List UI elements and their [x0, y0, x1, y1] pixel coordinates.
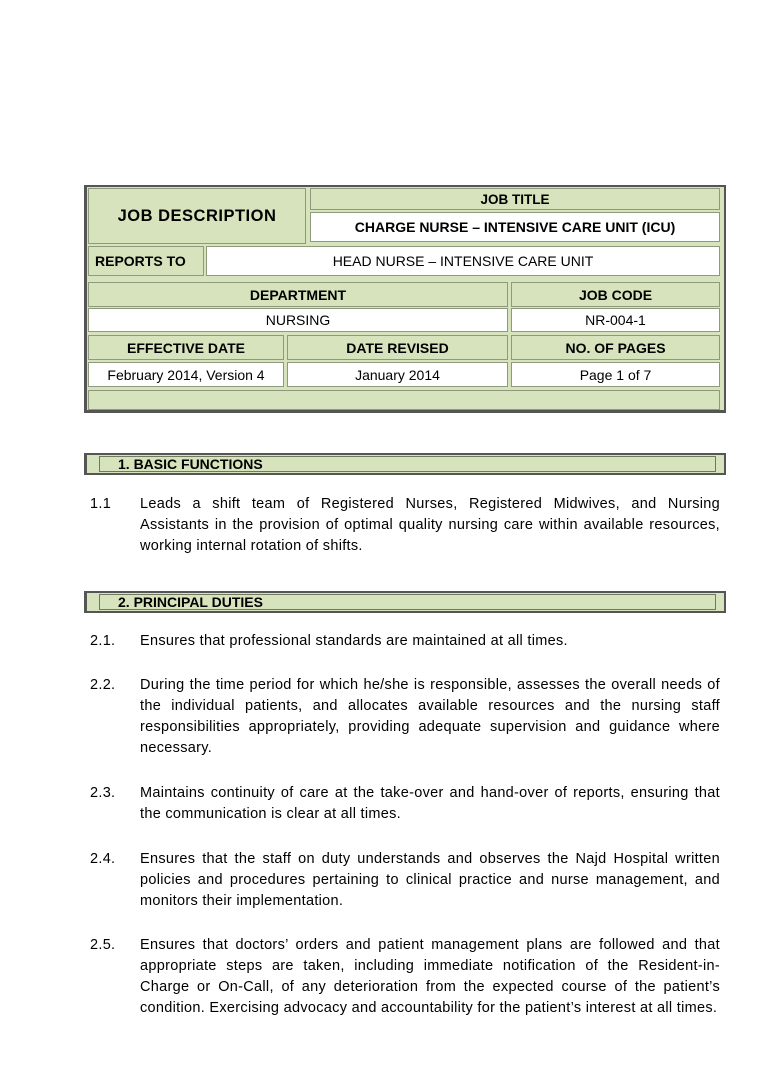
section-principal-duties-header	[84, 591, 726, 613]
list-item	[90, 935, 720, 1043]
item-number: 2.3.	[90, 785, 116, 801]
section-basic-functions-header	[84, 453, 726, 475]
item-number: 2.2.	[90, 677, 116, 693]
job-title-value: CHARGE NURSE – INTENSIVE CARE UNIT (ICU)	[310, 212, 720, 242]
date-revised-value: January 2014	[287, 362, 508, 387]
section-title: 1. BASIC FUNCTIONS	[99, 456, 716, 472]
item-text: Ensures that the staff on duty understands and observes the Najd Hospital written policies and procedures pertaining to clinical practice and nurse management, and monitors their implementation.	[140, 851, 720, 909]
job-code-label: JOB CODE	[511, 282, 720, 307]
effective-date-value: February 2014, Version 4	[88, 362, 284, 387]
item-text: Maintains continuity of care at the take-over and hand-over of reports, ensuring that the communication is clear at all times.	[140, 785, 720, 822]
item-number: 1.1	[90, 496, 112, 512]
item-number: 2.1.	[90, 633, 116, 649]
item-number: 2.5.	[90, 937, 116, 953]
header-empty-row	[88, 390, 720, 410]
job-title-label: JOB TITLE	[310, 188, 720, 210]
job-code-value: NR-004-1	[511, 308, 720, 332]
pages-label: NO. OF PAGES	[511, 335, 720, 360]
item-text: Leads a shift team of Registered Nurses, Registered Midwives, and Nursing Assistants in the provision of optimal quality nursing care within available resources, working internal rotation of shifts.	[140, 496, 720, 554]
date-revised-label: DATE REVISED	[287, 335, 508, 360]
item-text: During the time period for which he/she is responsible, assesses the overall needs of the individual patients, and allocates available resources and the nursing staff responsibilities appropriately, providing adequate supervision and guidance where necessary.	[140, 677, 720, 756]
list-item	[90, 675, 720, 761]
department-value: NURSING	[88, 308, 508, 332]
department-label: DEPARTMENT	[88, 282, 508, 307]
effective-date-label: EFFECTIVE DATE	[88, 335, 284, 360]
job-description-label: JOB DESCRIPTION	[88, 188, 306, 244]
section-title: 2. PRINCIPAL DUTIES	[99, 594, 716, 610]
list-item	[90, 783, 720, 827]
item-text: Ensures that professional standards are maintained at all times.	[140, 633, 568, 649]
list-item	[90, 494, 720, 558]
reports-to-value: HEAD NURSE – INTENSIVE CARE UNIT	[206, 246, 720, 276]
item-text: Ensures that doctors’ orders and patient management plans are followed and that appropriate steps are taken, including immediate notification of the Resident-in-Charge or On-Call, of any deterioration from the expected course of the patient’s condition. Exercising advocacy and accountability for the patient’s interest at all times.	[140, 937, 720, 1016]
list-item	[90, 849, 720, 913]
list-item	[90, 631, 720, 653]
pages-value: Page 1 of 7	[511, 362, 720, 387]
reports-to-label: REPORTS TO	[88, 246, 204, 276]
item-number: 2.4.	[90, 851, 116, 867]
